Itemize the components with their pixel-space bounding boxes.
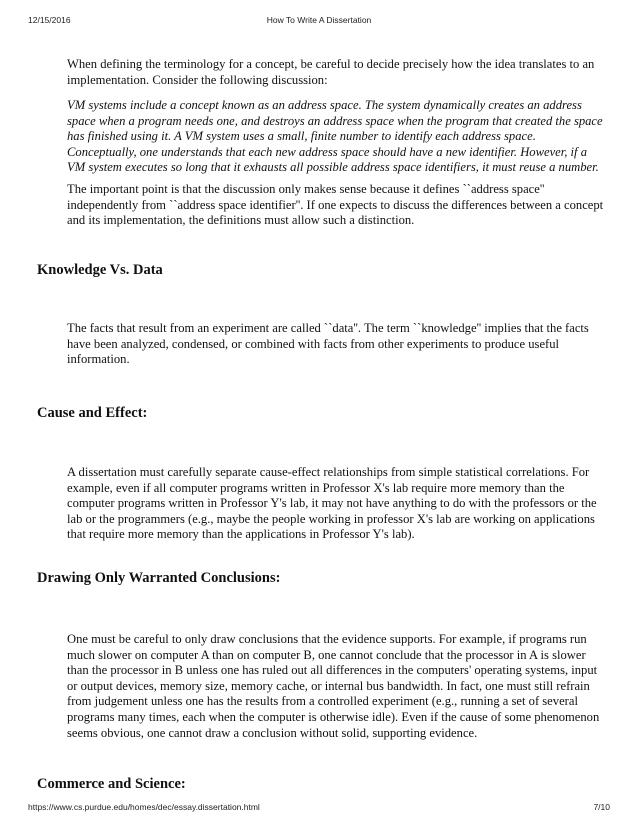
quote-vm-systems: VM systems include a concept known as an address space. The system dynamically creates an address space when a program needs one, and destroys an address space when the program that created the space has finished using it. A VM system uses a small, finite number to identify each address space. Conceptually, one understands that each new address space should have a new identifier. However, if a VM system executes so long that it exhausts all possible address space identifiers, it must reuse a number. [67, 98, 603, 175]
heading-knowledge-vs-data: Knowledge Vs. Data [37, 262, 163, 278]
footer-url: https://www.cs.purdue.edu/homes/dec/essay.dissertation.html [28, 802, 260, 812]
header-date: 12/15/2016 [28, 15, 71, 25]
paragraph-cause: A dissertation must carefully separate cause-effect relationships from simple statistical correlations. For example, even if all computer programs written in Professor X's lab require more memory than the computer programs written in Professor Y's lab, it may not have anything to do with the professors or the lab or the programmers (e.g., maybe the people working in professor X's lab are working on applications that require more memory than the applications in Professor Y's lab). [67, 465, 597, 542]
print-footer [0, 802, 638, 814]
header-title: How To Write A Dissertation [266, 15, 372, 25]
paragraph-knowledge: The facts that result from an experiment are called ``data''. The term ``knowledge'' implies that the facts have been analyzed, condensed, or combined with facts from other experiments to produce useful information. [67, 321, 589, 367]
heading-drawing-conclusions: Drawing Only Warranted Conclusions: [37, 570, 281, 586]
footer-page-number: 7/10 [593, 802, 610, 812]
paragraph-drawing: One must be careful to only draw conclusions that the evidence supports. For example, if programs run much slower on computer A than on computer B, one cannot conclude that the processor in A is slower than the processor in B unless one has ruled out all differences in the computers' operating systems, input or output devices, memory size, memory cache, or internal bus bandwidth. In fact, one must still refrain from judgement unless one has the results from a controlled experiment (e.g., running a set of several programs many times, each when the computer is otherwise idle). Even if the cause of some phenomenon seems obvious, one cannot draw a conclusion without solid, supporting evidence. [67, 632, 600, 740]
heading-cause-and-effect: Cause and Effect: [37, 405, 148, 421]
print-header [0, 15, 638, 27]
heading-commerce-and-science: Commerce and Science: [37, 776, 186, 792]
paragraph-terminology: When defining the terminology for a concept, be careful to decide precisely how the idea translates to an implementation. Consider the following discussion: [67, 57, 595, 87]
paragraph-important-point: The important point is that the discussion only makes sense because it defines ``address space'' independently from ``address space identifier''. If one expects to discuss the differences between a concept and its implementation, the definitions must allow such a distinction. [67, 182, 604, 228]
